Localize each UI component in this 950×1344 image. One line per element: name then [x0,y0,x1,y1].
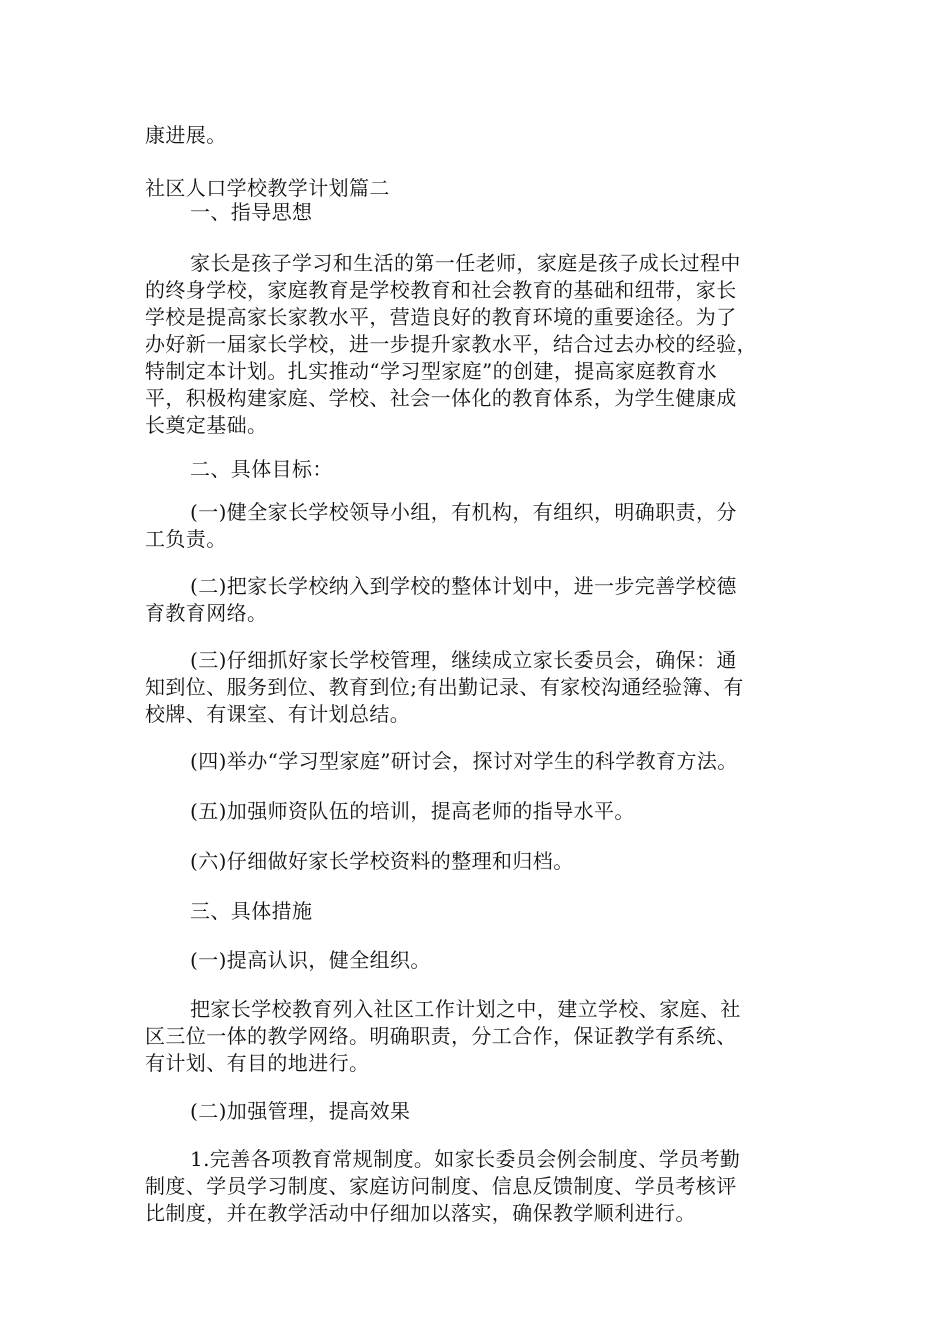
goal-item: (二)把家长学校纳入到学校的整体计划中，进一步完善学校德 [190,574,737,598]
measure-item: 比制度，并在教学活动中仔细加以落实，确保教学顺利进行。 [145,1201,696,1225]
intro-line: 的终身学校，家庭教育是学校教育和社会教育的基础和纽带，家长 [145,278,737,302]
measure-title: (二)加强管理，提高效果 [190,1099,411,1123]
section-title: 社区人口学校教学计划篇二 [145,176,390,200]
goal-item: (六)仔细做好家长学校资料的整理和归档。 [190,849,574,873]
goal-item: (三)仔细抓好家长学校管理，继续成立家长委员会，确保：通 [190,648,737,672]
intro-line: 长奠定基础。 [145,413,268,437]
heading-specific-measures: 三、具体措施 [190,899,313,923]
goal-item: (五)加强师资队伍的培训，提高老师的指导水平。 [190,799,635,823]
goal-item: (一)健全家长学校领导小组，有机构，有组织，明确职责，分 [190,500,737,524]
measure-body: 把家长学校教育列入社区工作计划之中，建立学校、家庭、社 [190,997,741,1021]
measure-title: (一)提高认识，健全组织。 [190,948,431,972]
continuation-text: 康进展。 [145,123,227,147]
intro-line: 特制定本计划。扎实推动“学习型家庭”的创建，提高家庭教育水 [145,359,718,383]
intro-line: 学校是提高家长家教水平，营造良好的教育环境的重要途径。为了 [145,305,737,329]
heading-specific-goals: 二、具体目标： [190,457,333,481]
measure-body: 区三位一体的教学网络。明确职责，分工合作，保证教学有系统、 [145,1024,737,1048]
goal-item-cont: 工负责。 [145,527,227,551]
measure-item: 制度、学员学习制度、家庭访问制度、信息反馈制度、学员考核评 [145,1174,737,1198]
heading-guiding-thought: 一、指导思想 [190,200,313,224]
measure-body: 有计划、有目的地进行。 [145,1051,370,1075]
measure-item: 1.完善各项教育常规制度。如家长委员会例会制度、学员考勤 [190,1147,741,1171]
intro-line: 办好新一届家长学校，进一步提升家教水平，结合过去办校的经验， [145,332,757,356]
goal-item-cont: 知到位、服务到位、教育到位;有出勤记录、有家校沟通经验簿、有 [145,675,744,699]
intro-line: 平，积极构建家庭、学校、社会一体化的教育体系，为学生健康成 [145,386,737,410]
goal-item-cont: 校牌、有课室、有计划总结。 [145,702,411,726]
intro-line: 家长是孩子学习和生活的第一任老师，家庭是孩子成长过程中 [190,251,741,275]
goal-item-cont: 育教育网络。 [145,601,268,625]
goal-item: (四)举办“学习型家庭”研讨会，探讨对学生的科学教育方法。 [190,749,738,773]
